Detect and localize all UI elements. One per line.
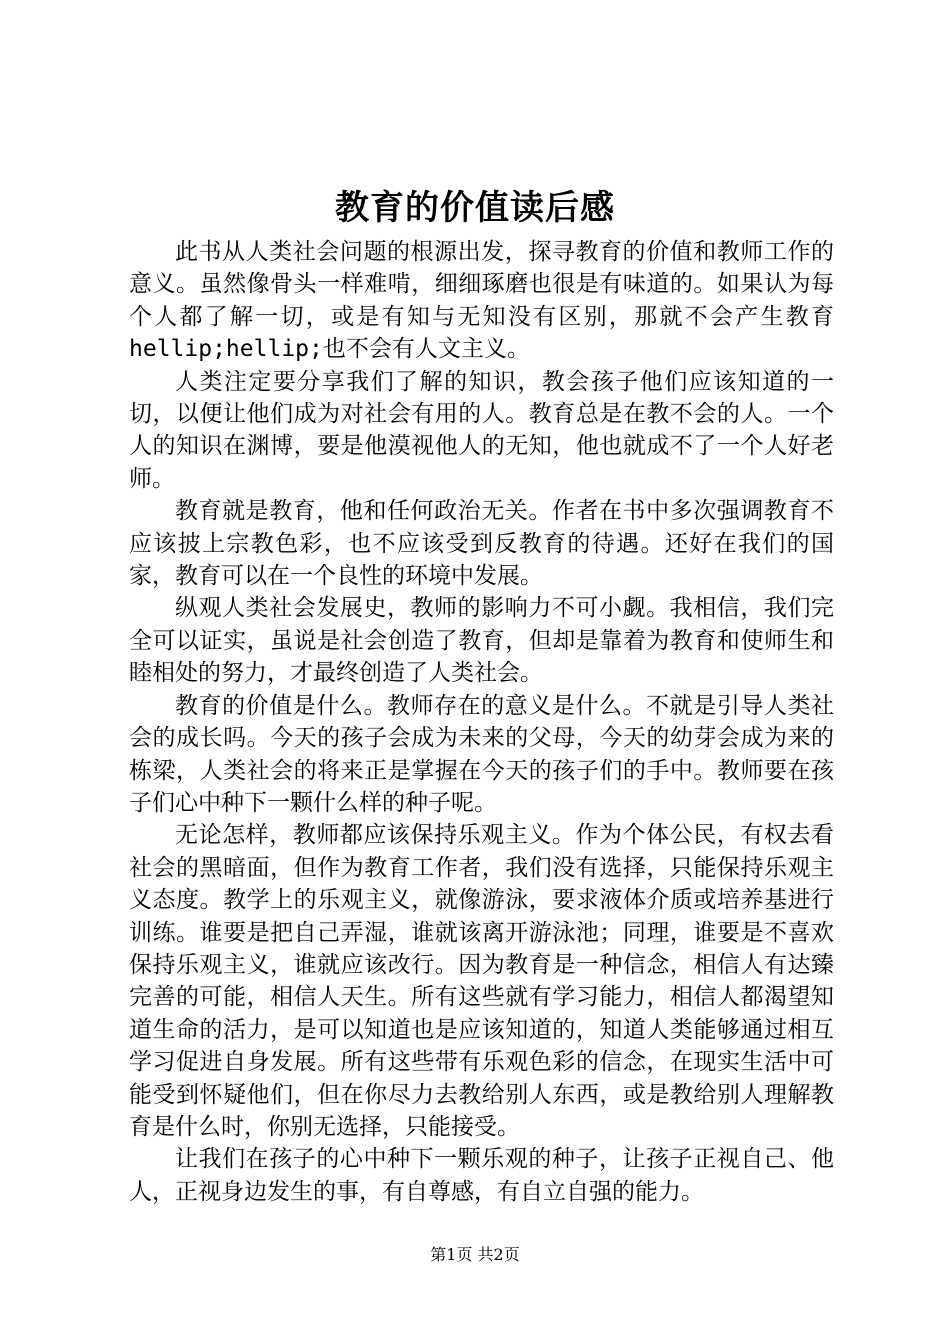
paragraph: 人类注定要分享我们了解的知识，教会孩子他们应该知道的一切，以便让他们成为对社会有用的人。教育总是在教不会的人。一个人的知识在渊博，要是他漠视他人的无知，他也就成不了一个人好老师。 [129,368,834,492]
paragraph: 教育的价值是什么。教师存在的意义是什么。不就是引导人类社会的成长吗。今天的孩子会成为未来的父母，今天的幼芽会成为来的栋梁，人类社会的将来正是掌握在今天的孩子们的手中。教师要在孩子们心中种下一颗什么样的种子呢。 [129,692,834,816]
paragraph: 无论怎样，教师都应该保持乐观主义。作为个体公民，有权去看社会的黑暗面，但作为教育工作者，我们没有选择，只能保持乐观主义态度。教学上的乐观主义，就像游泳，要求液体介质或培养基进行训练。谁要是把自己弄湿，谁就该离开游泳池；同理，谁要是不喜欢保持乐观主义，谁就应该改行。因为教育是一种信念，相信人有达臻完善的可能，相信人天生。所有这些就有学习能力，相信人都渴望知道生命的活力，是可以知道也是应该知道的，知道人类能够通过相互学习促进自身发展。所有这些带有乐观色彩的信念，在现实生活中可能受到怀疑他们，但在你尽力去教给别人东西，或是教给别人理解教育是什么时，你别无选择，只能接受。 [129,822,834,1140]
document-body [129,236,834,1208]
paragraph: 此书从人类社会问题的根源出发，探寻教育的价值和教师工作的意义。虽然像骨头一样难啃，细细琢磨也很是有味道的。如果认为每个人都了解一切，或是有知与无知没有区别，那就不会产生教育hellip;hellip;也不会有人文主义。 [129,239,834,363]
paragraph: 让我们在孩子的心中种下一颗乐观的种子，让孩子正视自己、他人，正视身边发生的事，有自尊感，有自立自强的能力。 [129,1146,834,1205]
paragraph: 教育就是教育，他和任何政治无关。作者在书中多次强调教育不应该披上宗教色彩，也不应该受到反教育的待遇。还好在我们的国家，教育可以在一个良性的环境中发展。 [129,498,834,590]
paragraph: 纵观人类社会发展史，教师的影响力不可小觑。我相信，我们完全可以证实，虽说是社会创造了教育，但却是靠着为教育和使师生和睦相处的努力，才最终创造了人类社会。 [129,595,834,687]
page-number-footer: 第1页 共2页 [430,1245,520,1264]
document-title: 教育的价值读后感 [335,188,615,228]
